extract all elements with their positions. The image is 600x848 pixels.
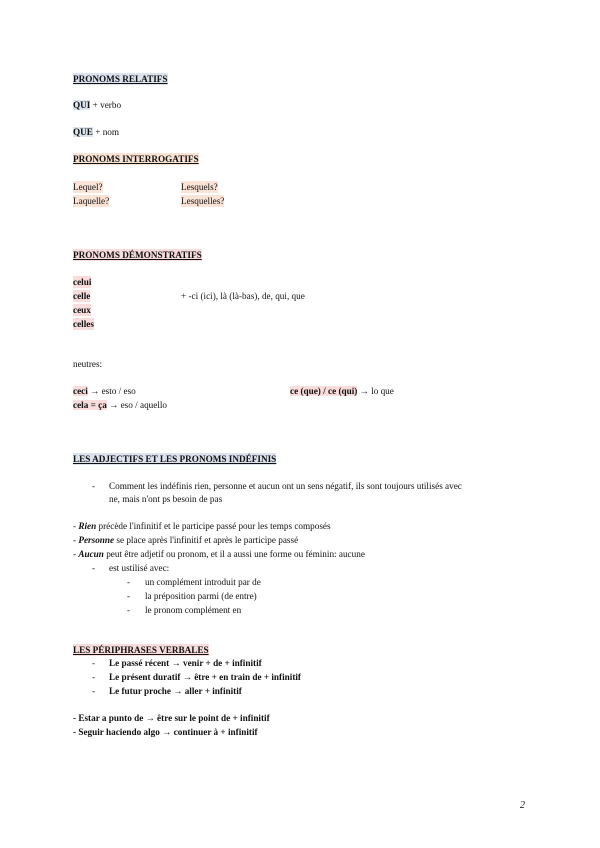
- que-line: [73, 126, 119, 138]
- personne-line: [73, 534, 298, 546]
- periphrase-3: Le futur proche → aller + infinitif: [109, 686, 242, 696]
- seguir-line: - Seguir haciendo algo → continuer à + infinitif: [73, 727, 258, 737]
- bullet-dash: -: [127, 577, 131, 587]
- page-number: 2: [520, 800, 525, 811]
- qui-line: [73, 99, 121, 111]
- rien-word: Rien: [78, 521, 97, 531]
- celle: celle: [73, 291, 91, 301]
- neutres-label: neutres:: [73, 359, 103, 369]
- indefinis-intro-1: Comment les indéfinis rien, personne et aucun ont un sens négatif, ils sont toujours utilisés avec: [109, 481, 462, 491]
- cela-rest: → eso / aquello: [106, 400, 168, 410]
- bullet-dash: -: [92, 481, 96, 491]
- cela-line: [73, 399, 167, 411]
- demonstratifs-suffix: + -ci (ici), là (là-bas), de, qui, que: [181, 291, 305, 301]
- qui-rest: + verbo: [90, 100, 122, 110]
- qui-label: QUI: [73, 100, 91, 110]
- aucun-rest: peut être adjetif ou pronom, et il a aussi une forme ou féminin: aucune: [103, 549, 365, 559]
- celui: celui: [73, 277, 92, 287]
- bullet-dash: -: [127, 591, 131, 601]
- bullet-dash: -: [92, 658, 96, 668]
- lesquels: Lesquels?: [181, 182, 218, 192]
- cela-label: cela = ça: [73, 400, 107, 410]
- aucun-word: Aucun: [78, 549, 104, 559]
- celles: celles: [73, 319, 94, 329]
- lesquelles: Lesquelles?: [181, 196, 225, 206]
- ce-label: ce (que) / ce (qui): [290, 386, 358, 396]
- sub-item-3: le pronom complément en: [145, 605, 242, 615]
- periphrases-heading: LES PÉRIPHRASES VERBALES: [73, 645, 209, 655]
- est-utilise: est ustilisé avec:: [109, 563, 170, 573]
- sub-item-2: la préposition parmi (de entre): [145, 591, 257, 601]
- ceux: ceux: [73, 305, 91, 315]
- indefinis-heading: LES ADJECTIFS ET LES PRONOMS INDÉFINIS: [73, 454, 277, 464]
- que-rest: + nom: [92, 127, 120, 137]
- interrogatifs-heading: PRONOMS INTERROGATIFS: [73, 154, 199, 164]
- rien-rest: précède l'infinitif et le participe passé pour les temps composés: [96, 521, 331, 531]
- relatifs-heading: PRONOMS RELATIFS: [73, 74, 168, 84]
- bullet-dash: -: [127, 605, 131, 615]
- rien-line: [73, 520, 331, 532]
- lequel: Lequel?: [73, 182, 103, 192]
- laquelle: Laquelle?: [73, 196, 110, 206]
- personne-word: Personne: [78, 535, 115, 545]
- periphrase-2: Le présent duratif → être + en train de + infinitif: [109, 672, 301, 682]
- aucun-prefix: -: [73, 549, 79, 559]
- personne-rest: se place après l'infinitif et après le participe passé: [114, 535, 299, 545]
- periphrase-1: Le passé récent → venir + de + infinitif: [109, 658, 262, 668]
- ceci-label: ceci: [73, 386, 88, 396]
- ce-line: [290, 385, 394, 397]
- estar-line: - Estar a punto de → être sur le point de + infinitif: [73, 713, 270, 723]
- bullet-dash: -: [92, 563, 96, 573]
- demonstratifs-heading: PRONOMS DÉMONSTRATIFS: [73, 250, 202, 260]
- personne-prefix: -: [73, 535, 79, 545]
- que-label: QUE: [73, 127, 93, 137]
- ceci-line: [73, 385, 136, 397]
- indefinis-intro-2: ne, mais n'ont ps besoin de pas: [109, 494, 223, 504]
- bullet-dash: -: [92, 686, 96, 696]
- sub-item-1: un complément introduit par de: [145, 577, 261, 587]
- ceci-rest: → esto / eso: [87, 386, 136, 396]
- ce-rest: → lo que: [357, 386, 394, 396]
- rien-prefix: -: [73, 521, 79, 531]
- bullet-dash: -: [92, 672, 96, 682]
- aucun-line: [73, 548, 365, 560]
